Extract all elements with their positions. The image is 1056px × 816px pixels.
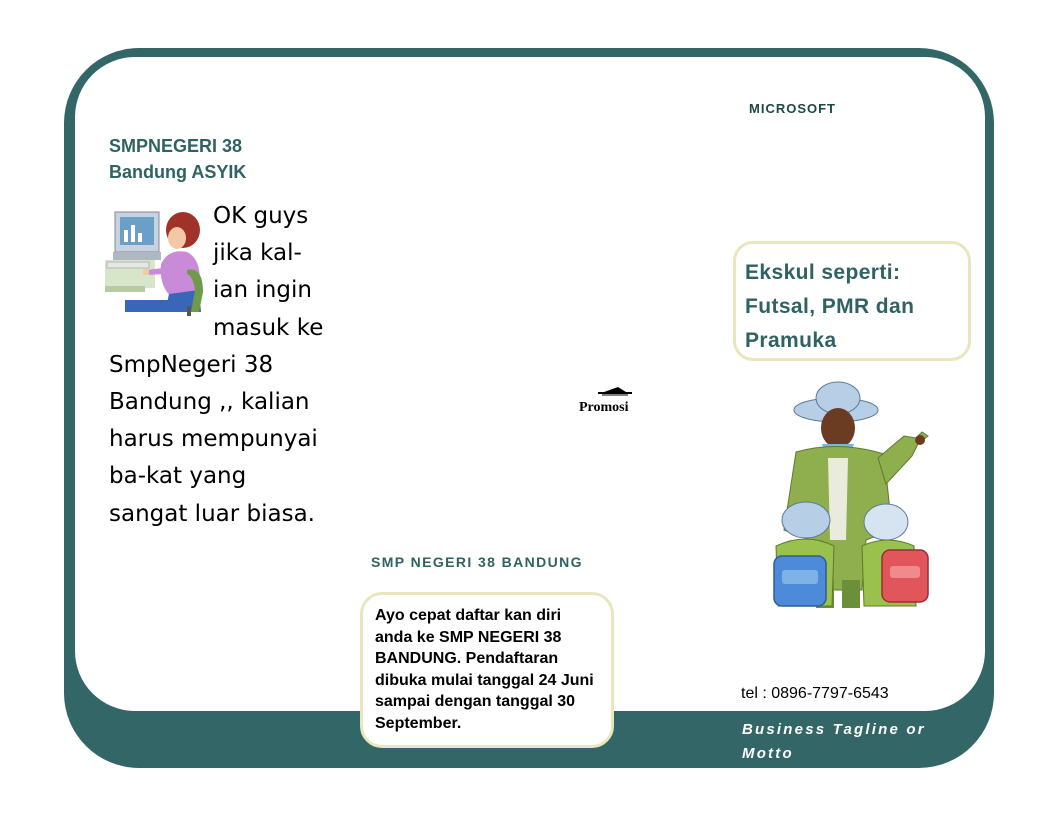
registration-text: Ayo cepat daftar kan diri anda ke SMP NEGERI 38 BANDUNG. Pendaftaran dibuka mulai tanggal 24 Juni sampai dengan tanggal 30 September.: [375, 607, 594, 732]
school-title: [109, 133, 349, 185]
company-name: MICROSOFT: [749, 101, 836, 116]
school-title-line-2: Bandung ASYIK: [109, 162, 247, 182]
woman-at-computer-icon: [103, 208, 207, 316]
scout-leader-with-children-icon: [766, 380, 932, 610]
registration-callout: [360, 592, 614, 748]
business-tagline: Business Tagline or Motto: [742, 721, 926, 762]
mid-heading: SMP NEGERI 38 BANDUNG: [371, 554, 583, 570]
telephone-number: tel : 0896-7797-6543: [741, 685, 889, 702]
ekskul-box: [733, 241, 971, 361]
promo-label: Promosi: [579, 400, 629, 415]
intro-text: OK guys jika kal-ian ingin masuk ke SmpNegeri 38 Bandung ,, kalian harus mempunyai ba-kat yang sangat luar biasa.: [109, 203, 324, 527]
promo-logo-icon: [598, 386, 632, 396]
school-title-line-1: SMPNEGERI 38: [109, 136, 243, 156]
ekskul-text: Ekskul seperti: Futsal, PMR dan Pramuka: [745, 261, 915, 352]
